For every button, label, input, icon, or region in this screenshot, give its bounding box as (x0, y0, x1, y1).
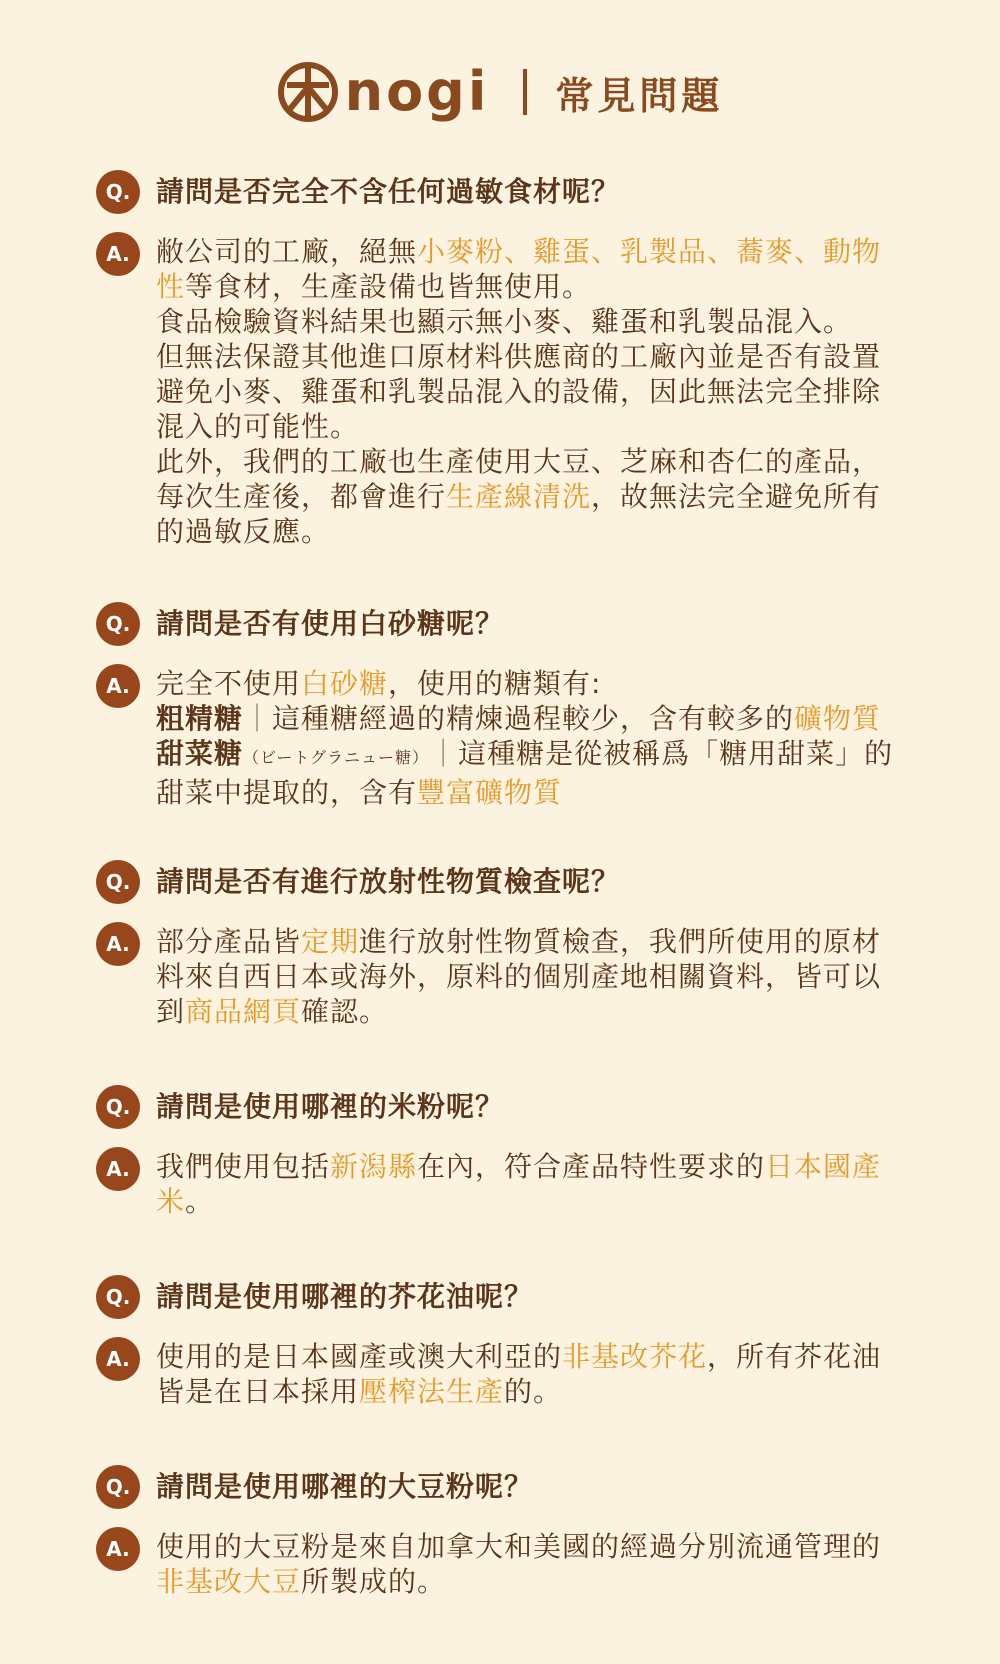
answer-badge: A. (96, 664, 140, 708)
page-title: 常見問題 (555, 73, 724, 118)
faq-item-sugar (96, 602, 906, 810)
answer-text (156, 1527, 906, 1599)
highlight-text: 新潟縣 (330, 1150, 418, 1183)
answer-paragraph (156, 666, 906, 701)
header-divider (523, 69, 527, 115)
answer-row (96, 232, 906, 549)
highlight-text: 生產線清洗 (446, 480, 592, 513)
highlight-text: 日本國產米 (156, 1150, 882, 1218)
answer-text (156, 664, 906, 810)
sugar-subname: （ビートグラニュー糖） (243, 748, 430, 767)
question-row (96, 1275, 906, 1319)
question-text: 請問是使用哪裡的芥花油呢？ (156, 1280, 534, 1313)
question-row (96, 860, 906, 904)
answer-span: 敝公司的工廠，絕無 (156, 235, 418, 268)
answer-span: ，故無法完全避免所有的過敏反應。 (156, 480, 882, 548)
answer-paragraph (156, 234, 906, 304)
answer-span: ，所有芥花油皆是在日本採用 (156, 1340, 882, 1408)
separator: ｜ (429, 737, 459, 770)
highlight-text: 非基改大豆 (156, 1565, 302, 1598)
answer-span: 這種糖是從被稱爲「糖用甜菜」的甜菜中提取的，含有 (156, 737, 894, 809)
sugar-name: 粗精糖 (156, 702, 244, 735)
answer-paragraph (156, 1339, 906, 1409)
brand-name: nogi (344, 60, 490, 123)
nogi-logo (277, 61, 490, 123)
question-text: 請問是否有使用白砂糖呢？ (156, 607, 505, 640)
answer-paragraph: 但無法保證其他進口原材料供應商的工廠內並是否有設置避免小麥、雞蛋和乳製品混入的設備，因此無法完全排除混入的可能性。 (156, 340, 882, 443)
highlight-text: 小麥粉、雞蛋、乳製品、蕎麥、動物性 (156, 235, 882, 303)
highlight-text: 定期 (301, 925, 360, 958)
question-row (96, 170, 906, 214)
page-header (0, 56, 1000, 128)
answer-badge: A. (96, 1337, 140, 1381)
answer-span: 這種糖經過的精煉過程較少，含有較多的 (272, 702, 795, 735)
answer-row (96, 1527, 906, 1599)
question-text: 請問是使用哪裡的米粉呢？ (156, 1090, 505, 1123)
question-badge: Q. (96, 1275, 140, 1319)
nogi-logo-mark-icon (277, 61, 339, 123)
highlight-text: 壓榨法生產 (359, 1375, 505, 1408)
answer-row (96, 1337, 906, 1409)
faq-item-canola-oil (96, 1275, 906, 1409)
answer-row (96, 922, 906, 1029)
answer-badge: A. (96, 1147, 140, 1191)
answer-span: 我們使用包括 (156, 1150, 331, 1183)
question-text: 請問是否有進行放射性物質檢查呢？ (156, 865, 621, 898)
question-badge: Q. (96, 860, 140, 904)
answer-paragraph (156, 1149, 906, 1219)
answer-span: 使用的是日本國產或澳大利亞的 (156, 1340, 563, 1373)
faq-item-radiation (96, 860, 906, 1029)
highlight-text: 白砂糖 (301, 667, 389, 700)
answer-span: 進行放射性物質檢查，我們所使用的原材料來自西日本或海外，原料的個別產地相關資料，皆可以到 (156, 925, 882, 1028)
answer-badge: A. (96, 232, 140, 276)
highlight-text: 非基改芥花 (562, 1340, 708, 1373)
answer-badge: A. (96, 922, 140, 966)
faq-item-rice-flour (96, 1085, 906, 1219)
question-row (96, 1085, 906, 1129)
answer-paragraph (156, 444, 906, 549)
answer-span: 確認。 (301, 995, 389, 1028)
answer-text (156, 232, 906, 549)
highlight-text: 礦物質 (794, 702, 882, 735)
answer-paragraph (156, 924, 906, 1029)
answer-span: ，使用的糖類有: (388, 667, 602, 700)
highlight-text: 豐富礦物質 (417, 776, 563, 809)
answer-text (156, 1147, 906, 1219)
question-row (96, 1465, 906, 1509)
answer-span: 所製成的。 (301, 1565, 447, 1598)
question-text: 請問是使用哪裡的大豆粉呢？ (156, 1470, 534, 1503)
answer-row (96, 1147, 906, 1219)
answer-paragraph (156, 736, 906, 810)
answer-row (96, 664, 906, 810)
answer-span: 在內，符合產品特性要求的 (417, 1150, 766, 1183)
answer-badge: A. (96, 1527, 140, 1571)
answer-span: 等食材，生產設備也皆無使用。 (185, 270, 592, 303)
question-badge: Q. (96, 602, 140, 646)
answer-span: 部分產品皆 (156, 925, 302, 958)
faq-item-soy-flour (96, 1465, 906, 1599)
highlight-text: 商品網頁 (185, 995, 302, 1028)
question-row (96, 602, 906, 646)
question-badge: Q. (96, 1085, 140, 1129)
question-text: 請問是否完全不含任何過敏食材呢？ (156, 175, 621, 208)
question-badge: Q. (96, 1465, 140, 1509)
answer-text (156, 1337, 906, 1409)
answer-span: 此外，我們的工廠也生產使用大豆、芝麻和杏仁的產品，每次生產後，都會進行 (156, 445, 882, 513)
answer-span: 使用的大豆粉是來自加拿大和美國的經過分別流通管理的 (156, 1530, 882, 1563)
faq-item-allergens (96, 170, 906, 549)
answer-span: 。 (185, 1185, 215, 1218)
separator: ｜ (243, 702, 273, 735)
answer-paragraph (156, 701, 906, 736)
answer-text (156, 922, 906, 1029)
question-badge: Q. (96, 170, 140, 214)
answer-paragraph: 食品檢驗資料結果也顯示無小麥、雞蛋和乳製品混入。 (156, 305, 853, 338)
answer-span: 的。 (504, 1375, 563, 1408)
answer-paragraph (156, 1529, 906, 1599)
sugar-name: 甜菜糖 (156, 737, 244, 770)
answer-span: 完全不使用 (156, 667, 302, 700)
